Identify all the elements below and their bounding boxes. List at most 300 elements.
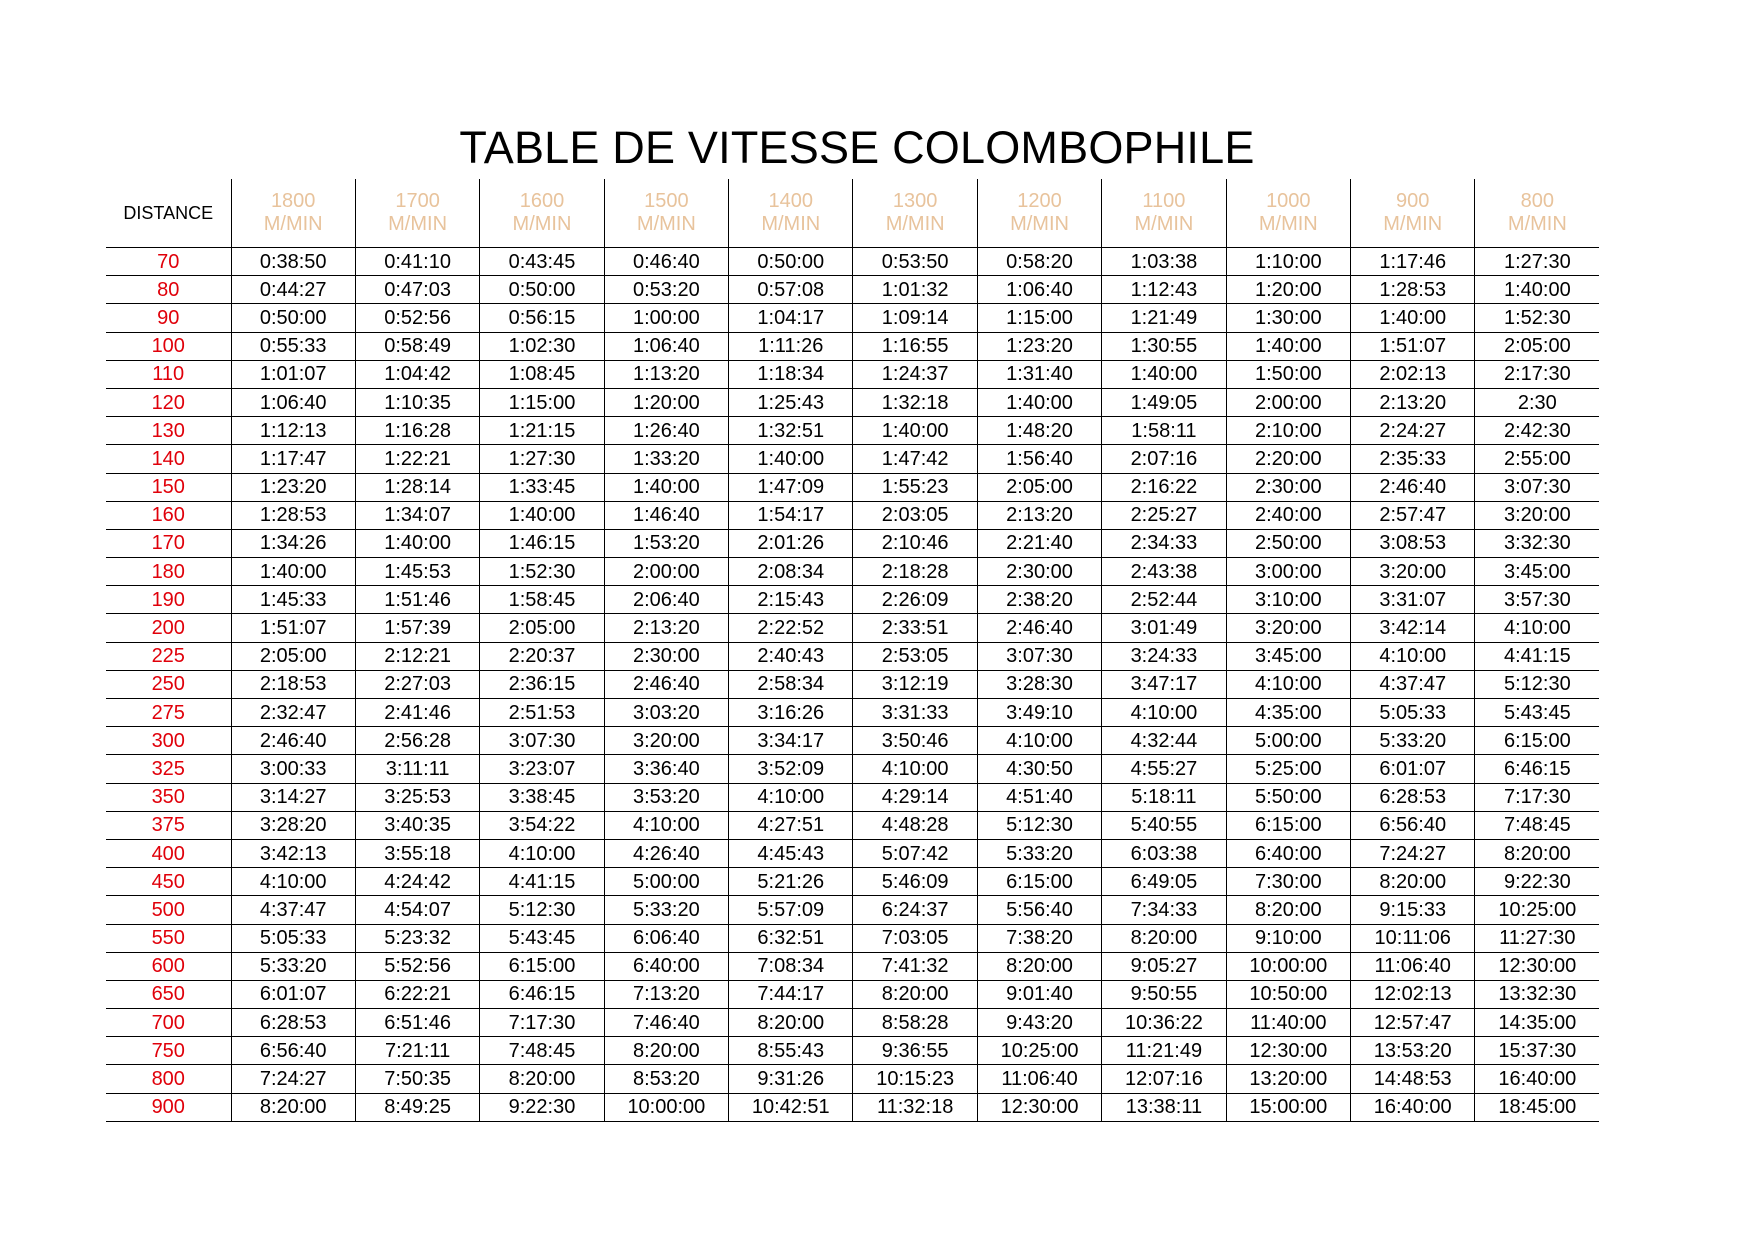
time-cell: 0:53:50 xyxy=(853,248,977,276)
table-row xyxy=(106,980,1599,1008)
time-cell: 1:16:28 xyxy=(355,417,479,445)
time-cell: 2:08:34 xyxy=(729,558,853,586)
time-cell: 6:15:00 xyxy=(1226,811,1350,839)
table-row xyxy=(106,473,1599,501)
time-cell: 1:45:33 xyxy=(231,586,355,614)
time-cell: 1:40:00 xyxy=(355,529,479,557)
time-cell: 5:57:09 xyxy=(729,896,853,924)
time-cell: 1:49:05 xyxy=(1102,388,1226,416)
time-cell: 2:05:00 xyxy=(977,473,1101,501)
table-row xyxy=(106,558,1599,586)
time-cell: 3:40:35 xyxy=(355,811,479,839)
speed-unit: M/MIN xyxy=(636,213,696,235)
speed-unit: M/MIN xyxy=(1258,213,1318,235)
time-cell: 6:46:15 xyxy=(480,980,604,1008)
time-cell: 3:08:53 xyxy=(1351,529,1475,557)
distance-cell: 375 xyxy=(106,811,231,839)
time-cell: 5:00:00 xyxy=(604,868,728,896)
time-cell: 10:00:00 xyxy=(604,1093,728,1121)
time-cell: 9:50:55 xyxy=(1102,980,1226,1008)
table-row xyxy=(106,332,1599,360)
time-cell: 1:28:14 xyxy=(355,473,479,501)
time-cell: 12:30:00 xyxy=(977,1093,1101,1121)
time-cell: 6:49:05 xyxy=(1102,868,1226,896)
distance-cell: 150 xyxy=(106,473,231,501)
distance-cell: 225 xyxy=(106,642,231,670)
time-cell: 2:03:05 xyxy=(853,501,977,529)
time-cell: 1:34:07 xyxy=(355,501,479,529)
distance-cell: 350 xyxy=(106,783,231,811)
time-cell: 5:43:45 xyxy=(480,924,604,952)
time-cell: 2:36:15 xyxy=(480,670,604,698)
time-cell: 1:40:00 xyxy=(231,558,355,586)
time-cell: 6:15:00 xyxy=(1475,727,1599,755)
time-cell: 1:11:26 xyxy=(729,332,853,360)
time-cell: 3:24:33 xyxy=(1102,642,1226,670)
time-cell: 3:47:17 xyxy=(1102,670,1226,698)
time-cell: 10:11:06 xyxy=(1351,924,1475,952)
time-cell: 4:10:00 xyxy=(729,783,853,811)
time-cell: 1:18:34 xyxy=(729,360,853,388)
time-cell: 3:00:33 xyxy=(231,755,355,783)
time-cell: 2:02:13 xyxy=(1351,360,1475,388)
time-cell: 6:56:40 xyxy=(1351,811,1475,839)
time-cell: 3:55:18 xyxy=(355,839,479,867)
speed-column-header xyxy=(1226,179,1350,248)
time-cell: 5:46:09 xyxy=(853,868,977,896)
table-row xyxy=(106,896,1599,924)
time-cell: 5:33:20 xyxy=(231,952,355,980)
time-cell: 1:23:20 xyxy=(977,332,1101,360)
distance-cell: 700 xyxy=(106,1009,231,1037)
time-cell: 1:15:00 xyxy=(480,388,604,416)
time-cell: 8:20:00 xyxy=(231,1093,355,1121)
speed-unit: M/MIN xyxy=(388,213,448,235)
time-cell: 7:17:30 xyxy=(1475,783,1599,811)
speed-value: 1600 xyxy=(519,190,565,212)
speed-value: 1500 xyxy=(644,190,689,212)
time-cell: 8:20:00 xyxy=(729,1009,853,1037)
time-cell: 1:21:49 xyxy=(1102,304,1226,332)
speed-value: 1700 xyxy=(395,190,440,212)
time-cell: 12:30:00 xyxy=(1475,952,1599,980)
time-cell: 15:00:00 xyxy=(1226,1093,1350,1121)
time-cell: 9:05:27 xyxy=(1102,952,1226,980)
table-row xyxy=(106,1093,1599,1121)
time-cell: 4:10:00 xyxy=(1102,699,1226,727)
time-cell: 4:48:28 xyxy=(853,811,977,839)
time-cell: 1:47:09 xyxy=(729,473,853,501)
time-cell: 1:32:51 xyxy=(729,417,853,445)
distance-cell: 130 xyxy=(106,417,231,445)
time-cell: 6:15:00 xyxy=(480,952,604,980)
time-cell: 7:44:17 xyxy=(729,980,853,1008)
time-cell: 4:55:27 xyxy=(1102,755,1226,783)
speed-column-header xyxy=(977,179,1101,248)
time-cell: 1:40:00 xyxy=(729,445,853,473)
time-cell: 0:50:00 xyxy=(480,276,604,304)
time-cell: 4:10:00 xyxy=(604,811,728,839)
time-cell: 5:07:42 xyxy=(853,839,977,867)
time-cell: 1:21:15 xyxy=(480,417,604,445)
time-cell: 6:51:46 xyxy=(355,1009,479,1037)
time-cell: 1:58:45 xyxy=(480,586,604,614)
time-cell: 6:40:00 xyxy=(1226,839,1350,867)
speed-unit: M/MIN xyxy=(1507,213,1567,235)
time-cell: 1:06:40 xyxy=(604,332,728,360)
time-cell: 1:30:55 xyxy=(1102,332,1226,360)
time-cell: 3:20:00 xyxy=(1475,501,1599,529)
time-cell: 2:33:51 xyxy=(853,614,977,642)
time-cell: 5:43:45 xyxy=(1475,699,1599,727)
time-cell: 3:32:30 xyxy=(1475,529,1599,557)
time-cell: 7:46:40 xyxy=(604,1009,728,1037)
distance-cell: 170 xyxy=(106,529,231,557)
distance-cell: 550 xyxy=(106,924,231,952)
time-cell: 13:32:30 xyxy=(1475,980,1599,1008)
time-cell: 1:58:11 xyxy=(1102,417,1226,445)
time-cell: 3:01:49 xyxy=(1102,614,1226,642)
time-cell: 2:51:53 xyxy=(480,699,604,727)
speed-unit: M/MIN xyxy=(1383,213,1443,235)
time-cell: 1:25:43 xyxy=(729,388,853,416)
time-cell: 1:26:40 xyxy=(604,417,728,445)
time-cell: 2:18:53 xyxy=(231,670,355,698)
time-cell: 2:35:33 xyxy=(1351,445,1475,473)
speed-column-header xyxy=(231,179,355,248)
time-cell: 1:46:15 xyxy=(480,529,604,557)
time-cell: 12:02:13 xyxy=(1351,980,1475,1008)
speed-column-header xyxy=(480,179,604,248)
speed-column-header xyxy=(853,179,977,248)
time-cell: 6:32:51 xyxy=(729,924,853,952)
time-cell: 5:00:00 xyxy=(1226,727,1350,755)
time-cell: 4:29:14 xyxy=(853,783,977,811)
time-cell: 3:28:20 xyxy=(231,811,355,839)
time-cell: 2:05:00 xyxy=(480,614,604,642)
time-cell: 7:41:32 xyxy=(853,952,977,980)
time-cell: 4:24:42 xyxy=(355,868,479,896)
speed-column-header xyxy=(604,179,728,248)
distance-cell: 80 xyxy=(106,276,231,304)
time-cell: 3:12:19 xyxy=(853,670,977,698)
time-cell: 9:43:20 xyxy=(977,1009,1101,1037)
time-cell: 5:52:56 xyxy=(355,952,479,980)
time-cell: 2:18:28 xyxy=(853,558,977,586)
time-cell: 12:07:16 xyxy=(1102,1065,1226,1093)
time-cell: 2:20:00 xyxy=(1226,445,1350,473)
time-cell: 1:12:13 xyxy=(231,417,355,445)
distance-cell: 650 xyxy=(106,980,231,1008)
table-row xyxy=(106,445,1599,473)
time-cell: 0:41:10 xyxy=(355,248,479,276)
time-cell: 1:52:30 xyxy=(480,558,604,586)
time-cell: 6:22:21 xyxy=(355,980,479,1008)
time-cell: 5:50:00 xyxy=(1226,783,1350,811)
time-cell: 1:13:20 xyxy=(604,360,728,388)
time-cell: 1:28:53 xyxy=(1351,276,1475,304)
distance-cell: 160 xyxy=(106,501,231,529)
time-cell: 1:56:40 xyxy=(977,445,1101,473)
time-cell: 1:40:00 xyxy=(1351,304,1475,332)
time-cell: 4:27:51 xyxy=(729,811,853,839)
time-cell: 1:17:47 xyxy=(231,445,355,473)
time-cell: 0:52:56 xyxy=(355,304,479,332)
time-cell: 4:10:00 xyxy=(1475,614,1599,642)
time-cell: 1:57:39 xyxy=(355,614,479,642)
time-cell: 8:20:00 xyxy=(1102,924,1226,952)
time-cell: 3:11:11 xyxy=(355,755,479,783)
time-cell: 4:26:40 xyxy=(604,839,728,867)
speed-unit: M/MIN xyxy=(1010,213,1069,235)
time-cell: 2:46:40 xyxy=(1351,473,1475,501)
time-cell: 5:33:20 xyxy=(604,896,728,924)
time-cell: 1:48:20 xyxy=(977,417,1101,445)
time-cell: 2:55:00 xyxy=(1475,445,1599,473)
time-cell: 8:20:00 xyxy=(977,952,1101,980)
speed-value: 1200 xyxy=(1017,190,1062,212)
time-cell: 16:40:00 xyxy=(1351,1093,1475,1121)
distance-cell: 90 xyxy=(106,304,231,332)
speed-unit: M/MIN xyxy=(885,213,945,235)
time-cell: 1:12:43 xyxy=(1102,276,1226,304)
time-cell: 7:24:27 xyxy=(231,1065,355,1093)
time-cell: 2:06:40 xyxy=(604,586,728,614)
time-cell: 3:49:10 xyxy=(977,699,1101,727)
time-cell: 2:00:00 xyxy=(604,558,728,586)
time-cell: 2:46:40 xyxy=(977,614,1101,642)
time-cell: 2:27:03 xyxy=(355,670,479,698)
time-cell: 2:30 xyxy=(1475,388,1599,416)
time-cell: 0:53:20 xyxy=(604,276,728,304)
time-cell: 9:15:33 xyxy=(1351,896,1475,924)
time-cell: 2:56:28 xyxy=(355,727,479,755)
time-cell: 0:50:00 xyxy=(729,248,853,276)
time-cell: 2:57:47 xyxy=(1351,501,1475,529)
header-row xyxy=(106,179,1599,248)
time-cell: 0:43:45 xyxy=(480,248,604,276)
time-cell: 6:03:38 xyxy=(1102,839,1226,867)
time-cell: 1:10:00 xyxy=(1226,248,1350,276)
time-cell: 7:17:30 xyxy=(480,1009,604,1037)
time-cell: 3:00:00 xyxy=(1226,558,1350,586)
time-cell: 5:40:55 xyxy=(1102,811,1226,839)
time-cell: 1:30:00 xyxy=(1226,304,1350,332)
time-cell: 0:50:00 xyxy=(231,304,355,332)
time-cell: 1:20:00 xyxy=(1226,276,1350,304)
time-cell: 3:52:09 xyxy=(729,755,853,783)
time-cell: 5:05:33 xyxy=(1351,699,1475,727)
time-cell: 0:57:08 xyxy=(729,276,853,304)
time-cell: 3:25:53 xyxy=(355,783,479,811)
time-cell: 5:33:20 xyxy=(1351,727,1475,755)
time-cell: 1:51:07 xyxy=(231,614,355,642)
time-cell: 11:06:40 xyxy=(1351,952,1475,980)
table-row xyxy=(106,755,1599,783)
time-cell: 2:41:46 xyxy=(355,699,479,727)
time-cell: 8:53:20 xyxy=(604,1065,728,1093)
time-cell: 13:53:20 xyxy=(1351,1037,1475,1065)
time-cell: 3:50:46 xyxy=(853,727,977,755)
time-cell: 1:17:46 xyxy=(1351,248,1475,276)
time-cell: 1:16:55 xyxy=(853,332,977,360)
distance-cell: 250 xyxy=(106,670,231,698)
time-cell: 1:40:00 xyxy=(977,388,1101,416)
time-cell: 5:33:20 xyxy=(977,839,1101,867)
time-cell: 1:22:21 xyxy=(355,445,479,473)
distance-cell: 800 xyxy=(106,1065,231,1093)
speed-value: 1000 xyxy=(1266,190,1311,212)
time-cell: 7:13:20 xyxy=(604,980,728,1008)
time-cell: 11:32:18 xyxy=(853,1093,977,1121)
time-cell: 1:24:37 xyxy=(853,360,977,388)
time-cell: 3:36:40 xyxy=(604,755,728,783)
time-cell: 0:47:03 xyxy=(355,276,479,304)
table-row xyxy=(106,727,1599,755)
table-row xyxy=(106,304,1599,332)
table-row xyxy=(106,642,1599,670)
table-row xyxy=(106,417,1599,445)
time-cell: 6:24:37 xyxy=(853,896,977,924)
speed-column-header xyxy=(355,179,479,248)
time-cell: 8:20:00 xyxy=(1475,839,1599,867)
time-cell: 0:55:33 xyxy=(231,332,355,360)
time-cell: 4:10:00 xyxy=(1226,670,1350,698)
distance-cell: 100 xyxy=(106,332,231,360)
time-cell: 3:07:30 xyxy=(977,642,1101,670)
time-cell: 1:40:00 xyxy=(1102,360,1226,388)
time-cell: 13:20:00 xyxy=(1226,1065,1350,1093)
time-cell: 12:57:47 xyxy=(1351,1009,1475,1037)
time-cell: 0:58:49 xyxy=(355,332,479,360)
time-cell: 2:17:30 xyxy=(1475,360,1599,388)
time-cell: 1:27:30 xyxy=(1475,248,1599,276)
time-cell: 7:30:00 xyxy=(1226,868,1350,896)
time-cell: 2:24:27 xyxy=(1351,417,1475,445)
distance-cell: 70 xyxy=(106,248,231,276)
table-row xyxy=(106,248,1599,276)
time-cell: 2:50:00 xyxy=(1226,529,1350,557)
table-row xyxy=(106,670,1599,698)
time-cell: 9:31:26 xyxy=(729,1065,853,1093)
time-cell: 9:22:30 xyxy=(480,1093,604,1121)
time-cell: 7:21:11 xyxy=(355,1037,479,1065)
time-cell: 1:40:00 xyxy=(480,501,604,529)
table-row xyxy=(106,614,1599,642)
time-cell: 3:10:00 xyxy=(1226,586,1350,614)
speed-value: 800 xyxy=(1520,190,1555,212)
speed-unit: M/MIN xyxy=(263,213,323,235)
time-cell: 2:10:00 xyxy=(1226,417,1350,445)
distance-cell: 500 xyxy=(106,896,231,924)
table-row xyxy=(106,868,1599,896)
distance-column-header: DISTANCE xyxy=(106,179,231,248)
time-cell: 2:38:20 xyxy=(977,586,1101,614)
time-cell: 8:55:43 xyxy=(729,1037,853,1065)
time-cell: 10:42:51 xyxy=(729,1093,853,1121)
time-cell: 3:20:00 xyxy=(1351,558,1475,586)
time-cell: 4:10:00 xyxy=(977,727,1101,755)
time-cell: 3:07:30 xyxy=(1475,473,1599,501)
time-cell: 1:01:32 xyxy=(853,276,977,304)
time-cell: 2:25:27 xyxy=(1102,501,1226,529)
table-header xyxy=(106,179,1599,248)
table-row xyxy=(106,783,1599,811)
table-row xyxy=(106,1065,1599,1093)
time-cell: 7:34:33 xyxy=(1102,896,1226,924)
time-cell: 2:52:44 xyxy=(1102,586,1226,614)
time-cell: 5:56:40 xyxy=(977,896,1101,924)
speed-value: 1400 xyxy=(768,190,813,212)
distance-cell: 600 xyxy=(106,952,231,980)
time-cell: 2:40:43 xyxy=(729,642,853,670)
time-cell: 3:42:14 xyxy=(1351,614,1475,642)
time-cell: 5:12:30 xyxy=(480,896,604,924)
time-cell: 1:50:00 xyxy=(1226,360,1350,388)
time-cell: 5:12:30 xyxy=(977,811,1101,839)
time-cell: 10:00:00 xyxy=(1226,952,1350,980)
table-row xyxy=(106,501,1599,529)
time-cell: 1:52:30 xyxy=(1475,304,1599,332)
speed-unit: M/MIN xyxy=(512,213,572,235)
time-cell: 7:48:45 xyxy=(480,1037,604,1065)
time-cell: 3:57:30 xyxy=(1475,586,1599,614)
time-cell: 1:28:53 xyxy=(231,501,355,529)
time-cell: 1:01:07 xyxy=(231,360,355,388)
time-cell: 5:25:00 xyxy=(1226,755,1350,783)
time-cell: 4:10:00 xyxy=(231,868,355,896)
time-cell: 8:20:00 xyxy=(1351,868,1475,896)
time-cell: 2:58:34 xyxy=(729,670,853,698)
time-cell: 2:46:40 xyxy=(604,670,728,698)
time-cell: 9:01:40 xyxy=(977,980,1101,1008)
time-cell: 10:15:23 xyxy=(853,1065,977,1093)
time-cell: 2:26:09 xyxy=(853,586,977,614)
time-cell: 3:16:26 xyxy=(729,699,853,727)
time-cell: 1:20:00 xyxy=(604,388,728,416)
speed-unit: M/MIN xyxy=(761,213,821,235)
speed-column-header xyxy=(1475,179,1599,248)
time-cell: 12:30:00 xyxy=(1226,1037,1350,1065)
time-cell: 3:54:22 xyxy=(480,811,604,839)
time-cell: 1:15:00 xyxy=(977,304,1101,332)
time-cell: 1:46:40 xyxy=(604,501,728,529)
time-cell: 10:36:22 xyxy=(1102,1009,1226,1037)
time-cell: 15:37:30 xyxy=(1475,1037,1599,1065)
time-cell: 2:16:22 xyxy=(1102,473,1226,501)
time-cell: 1:09:14 xyxy=(853,304,977,332)
time-cell: 1:08:45 xyxy=(480,360,604,388)
table-row xyxy=(106,839,1599,867)
time-cell: 1:04:17 xyxy=(729,304,853,332)
time-cell: 1:34:26 xyxy=(231,529,355,557)
time-cell: 7:48:45 xyxy=(1475,811,1599,839)
time-cell: 8:20:00 xyxy=(480,1065,604,1093)
time-cell: 2:01:26 xyxy=(729,529,853,557)
time-cell: 6:40:00 xyxy=(604,952,728,980)
time-cell: 6:15:00 xyxy=(977,868,1101,896)
time-cell: 1:27:30 xyxy=(480,445,604,473)
time-cell: 2:20:37 xyxy=(480,642,604,670)
table-row xyxy=(106,360,1599,388)
time-cell: 2:30:00 xyxy=(1226,473,1350,501)
time-cell: 10:50:00 xyxy=(1226,980,1350,1008)
time-cell: 11:27:30 xyxy=(1475,924,1599,952)
time-cell: 3:34:17 xyxy=(729,727,853,755)
time-cell: 0:58:20 xyxy=(977,248,1101,276)
time-cell: 8:20:00 xyxy=(853,980,977,1008)
time-cell: 4:35:00 xyxy=(1226,699,1350,727)
